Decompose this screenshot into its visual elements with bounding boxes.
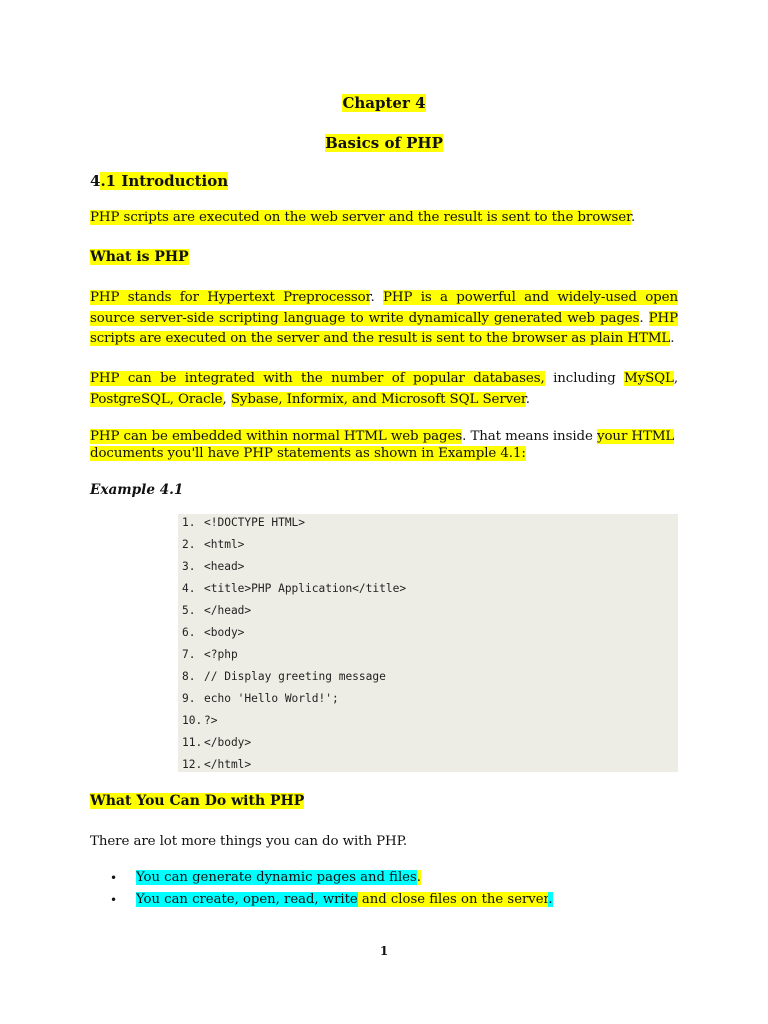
what-is-php-paragraph [90,288,678,350]
bullet-1-end: . [416,870,421,885]
bullet-icon: • [110,871,118,885]
para3-part-a: PHP can be embedded within normal HTML web pages [90,429,463,444]
code-line-number: 7. [182,648,196,661]
code-line [182,560,244,582]
para2-part-d: , [673,371,678,386]
bullet-2-tail: close files on the server [390,892,549,907]
para2-part-b: including [544,371,624,386]
para2-part-h: . [525,391,530,407]
chapter-label-text: Chapter 4 [342,94,426,112]
para1-sentence2: PHP is a powerful and widely-used open source server-side scripting language to write dynamically generated web pages [90,290,678,326]
code-line [182,538,244,560]
bullet-text [136,890,553,910]
code-line-text: <head> [204,560,245,573]
code-line-number: 2. [182,538,196,551]
databases-paragraph [90,369,678,410]
chapter-title [0,134,768,152]
bullet-2-mid: and [357,892,391,907]
code-line-number: 6. [182,626,196,639]
code-line-number: 9. [182,692,196,705]
code-line [182,626,244,648]
para1-sentence1: PHP stands for Hypertext Preprocessor [90,290,371,305]
chapter-title-text: Basics of PHP [325,134,443,152]
code-line-number: 4. [182,582,196,595]
bullet-1-main: You can generate dynamic pages and files [136,870,417,885]
code-line-number: 10. [182,714,203,727]
code-line [182,582,406,604]
code-line-text: </body> [204,736,252,749]
code-line-number: 3. [182,560,196,573]
intro-text: PHP scripts are executed on the web server and the result is sent to the browser [90,210,631,225]
section-heading [90,172,228,190]
para2-part-f: , [222,391,231,407]
para2-part-g: Sybase, Informix, and Microsoft SQL Server [230,391,526,407]
code-block [178,514,678,772]
code-line-number: 8. [182,670,196,683]
para3-part-b: . That means inside [462,429,597,444]
code-line [182,670,386,692]
code-line-text: </head> [204,604,252,617]
code-line [182,714,217,736]
para3-part-c: your HTML documents you'll have PHP statements as shown in Example 4.1: [90,429,675,461]
code-line-number: 5. [182,604,196,617]
code-line-number: 12. [182,758,203,771]
para1-sentence3: PHP scripts are executed on the server and the result is sent to the browser as plain HTML [90,310,678,346]
chapter-label [0,94,768,112]
bullet-2-main: You can create, open, read, write [136,892,358,907]
what-you-can-do-heading-text: What You Can Do with PHP [90,793,305,809]
para1-sep1: . [370,290,383,305]
code-line [182,516,305,538]
embed-paragraph [90,428,678,462]
code-line-text: <body> [204,626,245,639]
code-line-text: ?> [204,714,218,727]
code-line [182,604,251,626]
what-is-php-heading-text: What is PHP [90,249,189,265]
code-line [182,736,251,758]
para2-part-e: PostgreSQL, Oracle [90,391,223,407]
code-line-number: 1. [182,516,196,529]
para2-part-a: PHP can be integrated with the number of popular databases, [90,371,545,386]
para2-part-c: MySQL [624,371,674,386]
code-line-text: <!DOCTYPE HTML> [204,516,306,529]
intro-end: . [630,210,636,225]
intro-paragraph [90,208,678,229]
code-line [182,692,339,714]
bullet-text [136,868,421,888]
bullet-icon: • [110,893,118,907]
para1-sep2: . [639,310,649,326]
bullet-2-end: . [548,892,553,907]
para1-end: . [670,331,675,346]
code-line-text: // Display greeting message [204,670,386,683]
code-line-text: <?php [204,648,238,661]
example-label: Example 4.1 [90,482,184,498]
section-title: .1 Introduction [100,172,229,190]
code-line-number: 11. [182,736,203,749]
code-line [182,648,238,670]
code-line-text: <title>PHP Application</title> [204,582,407,595]
code-line-text: <html> [204,538,245,551]
what-you-can-do-heading [90,793,304,809]
page-number: 1 [379,944,389,958]
code-line [182,758,251,780]
can-do-intro: There are lot more things you can do with PHP. [90,834,407,849]
code-line-text: </html> [204,758,252,771]
what-is-php-heading [90,249,189,265]
section-number: 4 [90,172,101,190]
code-line-text: echo 'Hello World!'; [204,692,339,705]
